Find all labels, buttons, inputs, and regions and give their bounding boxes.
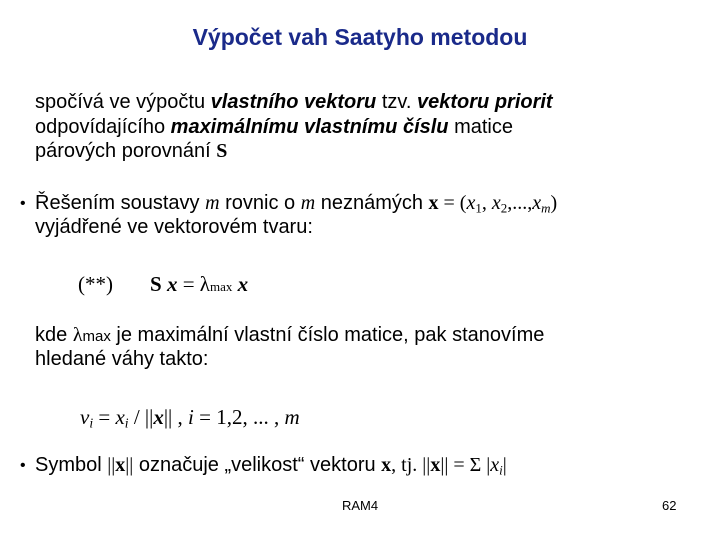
weights-formula: $v_i = x_i / ||x||$ , i = 1,2, ... , m [80,405,300,431]
footer-label: RAM4 [342,498,379,513]
symbol-line: Symbol ||x|| označuje „velikost“ vektoru x, tj. ||x|| = Σ $|x_i|$ [35,454,507,478]
page-number: 62 [662,498,677,513]
intro-line-3: párových porovnání S [35,140,228,162]
page-title: Výpočet vah Saatyho metodou [192,24,528,50]
equation-label: (**) [78,272,113,296]
solution-line-1: Řešením soustavy m rovnic o m neznámých $x = (x_1$, $x_2,...,x_m$) [35,192,558,216]
where-line-1: kde λmax je maximální vlastní číslo matice, pak stanovíme [35,324,545,346]
where-line-2: hledané váhy takto: [35,348,209,370]
intro-line-2: odpovídajícího maximálnímu vlastnímu číslu matice [35,116,513,138]
solution-line-2: vyjádřené ve vektorovém tvaru: [35,216,313,238]
intro-line-1: spočívá ve výpočtu vlastního vektoru tzv. vektoru priorit [35,91,553,113]
bullet-solution: • [20,195,26,212]
eigen-equation: S x = λmax x [150,272,249,296]
bullet-symbol: • [20,457,26,474]
